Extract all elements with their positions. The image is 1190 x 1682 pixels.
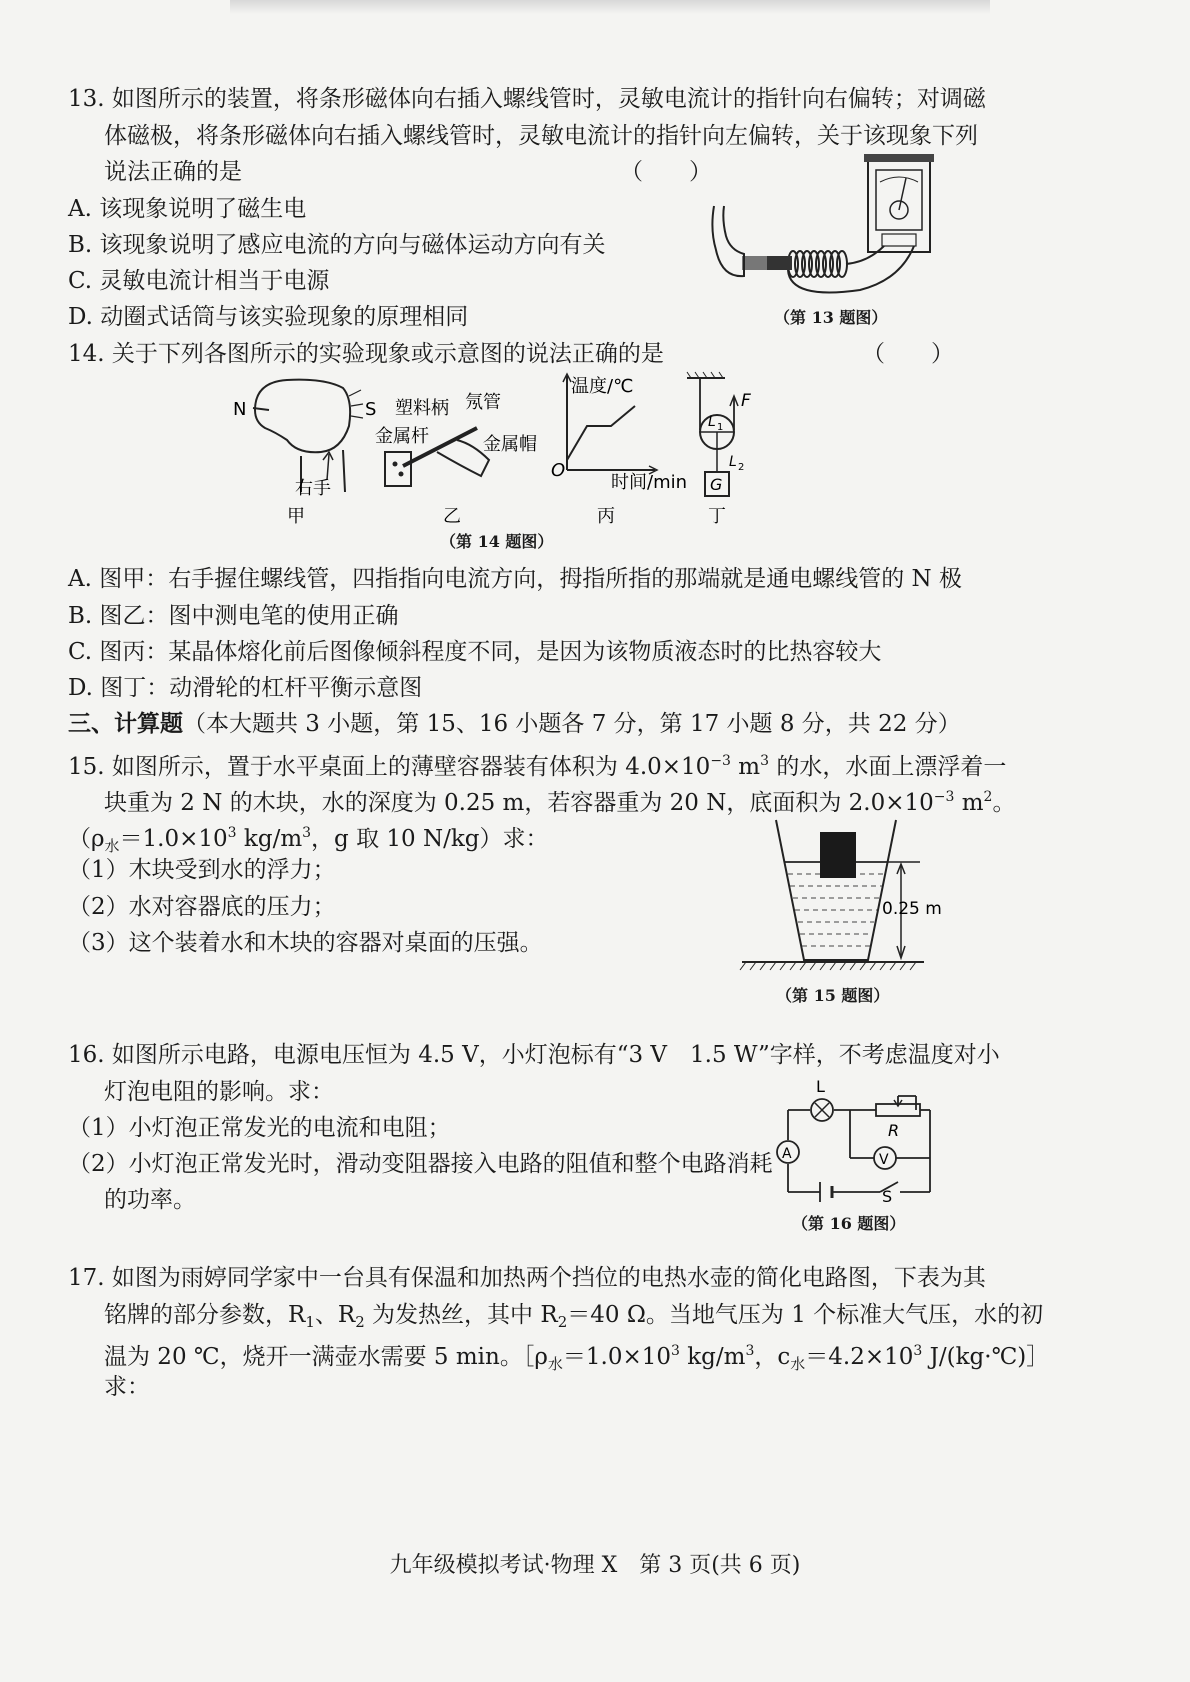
q17-line2: 铭牌的部分参数，$R_1$、$R_2$ 为发热丝，其中 $R_2=40$ Ω。当地气压为 1 个标准大气压，水的初 [104, 1302, 1044, 1331]
wire-right [846, 246, 884, 264]
q16-rheostat-label: R [888, 1121, 900, 1140]
jia-n-pole-label: N [233, 399, 247, 420]
jia-fist [255, 380, 350, 453]
q13-line3: 说法正确的是 [104, 159, 242, 185]
q16-circuit [770, 1076, 940, 1204]
top-fold-shadow [230, 0, 990, 14]
q13-caption: （第 13 题图） [774, 308, 888, 327]
q13-line2: 体磁极，将条形磁体向右插入螺线管时，灵敏电流计的指针向左偏转，关于该现象下列 [104, 123, 978, 149]
yi-metal-rod-label: 金属杆 [375, 426, 429, 447]
q13-figure [700, 150, 950, 320]
ding-weight-label: G [710, 475, 723, 494]
q16-part1: （1）小灯泡正常发光的电流和电阻； [68, 1115, 451, 1141]
q14-answer-paren: （ ） [862, 341, 954, 367]
q15-line1: 15. 如图所示，置于水平桌面上的薄壁容器装有体积为 $4.0\times 10^{-3}$ $m^3$ 的水，水面上漂浮着一 [68, 753, 1007, 780]
q14-caption: （第 14 题图） [440, 532, 554, 551]
figure-yi [375, 392, 537, 527]
q16-line2: 灯泡电阻的影响。求： [104, 1079, 334, 1105]
q16-lamp-label: L [816, 1077, 825, 1096]
galvanometer-case [868, 158, 930, 252]
section3-title: 三、计算题 [68, 710, 183, 737]
q13-answer-paren: （ ） [620, 159, 712, 185]
galvanometer-dial [876, 170, 922, 230]
q15-water [788, 874, 884, 946]
q16-voltmeter-label: V [879, 1152, 889, 1168]
yi-socket [385, 452, 411, 486]
q15-caption: （第 15 题图） [776, 986, 890, 1005]
figure-bing [551, 374, 687, 527]
q16-caption: （第 16 题图） [792, 1214, 906, 1233]
q15-depth-label: 0.25 m [882, 899, 942, 919]
yi-name: 乙 [443, 506, 461, 527]
galvanometer-terminals [882, 234, 916, 246]
section3-note: （本大题共 3 小题，第 15、16 小题各 7 分，第 17 小题 8 分，共 22 分） [183, 711, 961, 737]
q13-option-a: A. 该现象说明了磁生电 [68, 196, 307, 222]
yi-neon-tube-label: 氖管 [465, 392, 501, 413]
ding-l2-sub: 2 [738, 462, 745, 473]
page-footer: 九年级模拟考试·物理 X 第 3 页(共 6 页) [389, 1553, 801, 1578]
q15-part2: （2）水对容器底的压力； [68, 894, 336, 920]
q16-part2: （2）小灯泡正常发光时，滑动变阻器接入电路的阻值和整个电路消耗 [68, 1151, 773, 1177]
section3-heading [68, 709, 961, 739]
jia-s-pole-label: S [365, 399, 377, 420]
galvanometer-needle [899, 178, 906, 210]
q16-line1: 16. 如图所示电路，电源电压恒为 4.5 V，小灯泡标有“3 V 1.5 W”字样，不考虑温度对小 [68, 1042, 1000, 1068]
q14-option-d: D. 图丁：动滑轮的杠杆平衡示意图 [68, 675, 423, 701]
q14-line1: 14. 关于下列各图所示的实验现象或示意图的说法正确的是 [68, 341, 664, 367]
q14-option-c: C. 图丙：某晶体熔化前后图像倾斜程度不同，是因为该物质液态时的比热容较大 [68, 639, 882, 665]
q17-line4: 求： [104, 1374, 150, 1400]
q15-line3: （$\rho_水=1.0\times 10^3$ $kg/m^3$，g 取 10 N/kg）求： [68, 825, 549, 855]
q13-option-d: D. 动圈式话筒与该实验现象的原理相同 [68, 304, 469, 330]
q16-part2-cont: 的功率。 [104, 1187, 196, 1213]
q16-ammeter-label: A [782, 1146, 792, 1162]
solenoid-coil [788, 251, 847, 277]
ding-l2-label: L [729, 454, 737, 470]
q14-option-b: B. 图乙：图中测电笔的使用正确 [68, 603, 399, 629]
bing-x-label: 时间/min [611, 472, 688, 493]
figure-ding [687, 372, 751, 527]
ding-name: 丁 [708, 506, 726, 527]
galvanometer-scale [880, 177, 918, 182]
ding-l1-label: L [708, 414, 716, 430]
q14-option-a: A. 图甲：右手握住螺线管，四指指向电流方向，拇指所指的那端就是通电螺线管的 N 极 [68, 566, 962, 592]
yi-metal-cap-label: 金属帽 [483, 434, 537, 455]
q15-part3: （3）这个装着水和木块的容器对桌面的压强。 [68, 930, 543, 956]
q15-wood-block [820, 832, 856, 878]
bing-name: 丙 [597, 506, 615, 527]
q17-line3: 温为 20 ℃，烧开一满壶水需要 5 min。$[\rho_水=1.0\times 10^3$ $kg/m^3$，$c_水=4.2\times 10^3$ J/(kg·℃)］ [104, 1343, 1050, 1373]
bing-y-label: 温度/℃ [571, 376, 634, 397]
jia-current-arrow [327, 454, 329, 480]
q14-figures [225, 370, 785, 530]
figure-jia [233, 380, 376, 527]
jia-right-hand-label: 右手 [295, 478, 331, 499]
q17-line1: 17. 如图为雨婷同学家中一台具有保温和加热两个挡位的电热水壶的简化电路图，下表为其 [68, 1265, 986, 1291]
q13-option-b: B. 该现象说明了感应电流的方向与磁体运动方向有关 [68, 232, 606, 258]
q16-switch-label: S [882, 1187, 893, 1204]
galvanometer-top [864, 154, 934, 162]
ding-force-label: F [741, 391, 751, 411]
bing-melting-curve [567, 406, 635, 460]
q13-line1: 13. 如图所示的装置，将条形磁体向右插入螺线管时，灵敏电流计的指针向右偏转；对调磁 [68, 86, 986, 112]
jia-name: 甲 [287, 506, 305, 527]
q15-line2: 块重为 2 N 的木块，水的深度为 0.25 m，若容器重为 20 N，底面积为 $2.0\times 10^{-3}$ $m^2$。 [104, 789, 1016, 816]
q15-part1: （1）木块受到水的浮力； [68, 857, 336, 883]
yi-plastic-handle-label: 塑料柄 [395, 398, 449, 419]
q15-figure [738, 818, 953, 978]
bing-origin: O [551, 460, 566, 481]
q13-option-c: C. 灵敏电流计相当于电源 [68, 268, 330, 294]
hand [712, 206, 744, 276]
ding-l1-sub: 1 [717, 422, 724, 433]
bar-magnet-pole [742, 256, 767, 270]
